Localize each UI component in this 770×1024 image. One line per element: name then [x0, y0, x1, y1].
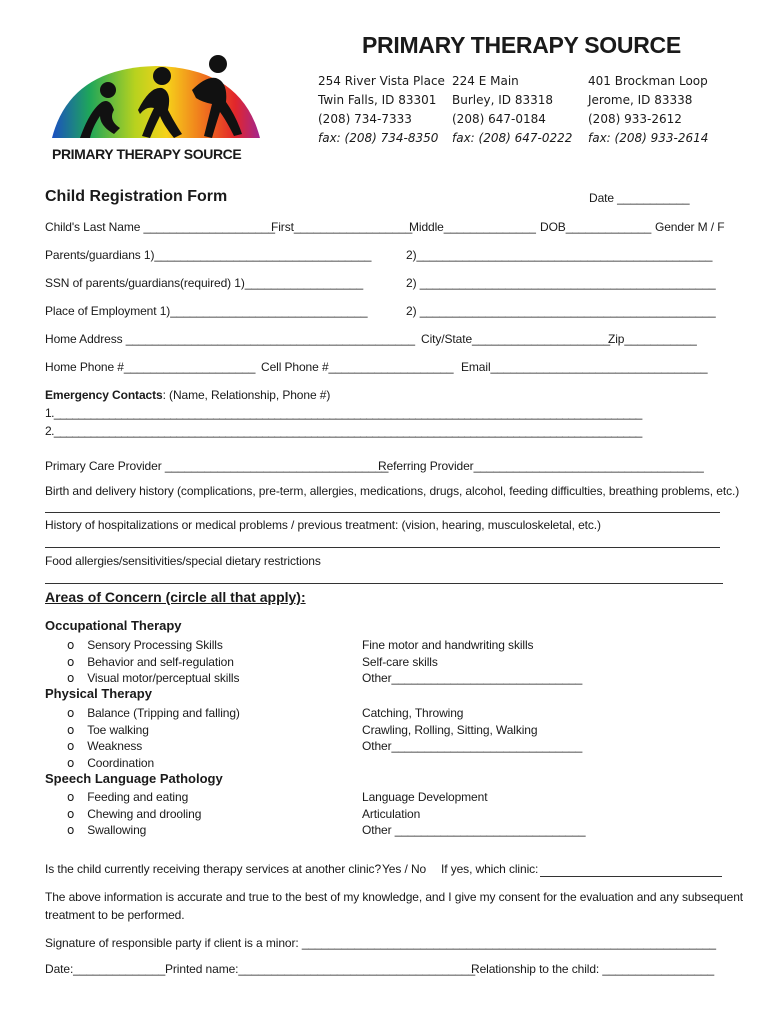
ssn-1-field[interactable]: SSN of parents/guardians(required) 1)__________________ — [45, 276, 364, 290]
gender-field[interactable]: Gender M / F — [655, 220, 725, 234]
referring-provider-field[interactable]: Referring Provider___________________________________ — [378, 459, 704, 473]
list-item[interactable] — [67, 654, 239, 671]
list-item-label: Chewing and drooling — [87, 806, 202, 821]
address-phone: (208) 734-7333 — [318, 112, 412, 126]
address-city: Burley, ID 83318 — [452, 93, 553, 107]
page-title: PRIMARY THERAPY SOURCE — [362, 32, 681, 58]
list-item-label: Sensory Processing Skills — [87, 638, 223, 652]
emergency-contact-2-field[interactable]: 2.________________________________________________________________________________________________ — [45, 424, 642, 438]
parent-2-field[interactable]: 2)_____________________________________________ — [406, 248, 713, 262]
form-title: Child Registration Form — [45, 188, 228, 205]
ot-left-list — [67, 637, 239, 687]
address-street: 254 River Vista Place — [318, 74, 445, 88]
birth-history-line[interactable] — [45, 512, 720, 513]
ot-title: Occupational Therapy — [45, 618, 182, 633]
bullet-icon: o — [67, 722, 75, 737]
bullet-icon: o — [67, 739, 75, 753]
list-item[interactable]: Other_____________________________ — [362, 739, 583, 753]
list-item-label: Feeding and eating — [87, 790, 189, 804]
list-item[interactable] — [67, 670, 239, 687]
employment-1-field[interactable]: Place of Employment 1)______________________________ — [45, 304, 368, 318]
list-item[interactable]: Other _____________________________ — [362, 823, 586, 837]
date-field[interactable]: Date ___________ — [589, 191, 690, 205]
zip-field[interactable]: Zip___________ — [608, 332, 697, 346]
bullet-icon: o — [67, 755, 75, 770]
list-item-label: Swallowing — [87, 823, 147, 837]
list-item[interactable]: Self-care skills — [362, 654, 438, 669]
address-fax: fax: (208) 647-0222 — [452, 131, 573, 145]
bullet-icon: o — [67, 806, 75, 821]
list-item[interactable] — [67, 822, 201, 839]
yes-no-choice[interactable]: Yes / No — [382, 862, 427, 876]
slp-right-list — [362, 789, 585, 839]
location-burley — [452, 72, 572, 148]
list-item[interactable] — [67, 755, 240, 772]
section-divider — [45, 583, 723, 584]
list-item[interactable] — [67, 806, 201, 823]
logo — [50, 50, 262, 170]
bullet-icon: o — [67, 638, 75, 652]
logo-graphic — [50, 50, 262, 150]
which-clinic-line[interactable] — [540, 876, 722, 877]
which-clinic-label: If yes, which clinic: — [441, 862, 539, 876]
food-allergies-label: Food allergies/sensitivities/special dietary restrictions — [45, 554, 321, 568]
address-street: 224 E Main — [452, 74, 519, 88]
bullet-icon: o — [67, 671, 75, 685]
list-item[interactable] — [67, 705, 240, 722]
list-item-label: Toe walking — [87, 722, 149, 737]
list-item-label: Weakness — [87, 739, 143, 753]
address-phone: (208) 933-2612 — [588, 112, 682, 126]
areas-of-concern-title: Areas of Concern (circle all that apply): — [45, 589, 306, 605]
birth-history-label: Birth and delivery history (complications, pre-term, allergies, medications, drugs, alcohol, feeding difficulties, breathing problems, etc.) — [45, 484, 740, 498]
emergency-contact-1-field[interactable]: 1.________________________________________________________________________________________________ — [45, 406, 642, 420]
pt-left-list — [67, 705, 240, 771]
email-field[interactable]: Email_________________________________ — [461, 360, 708, 374]
list-item[interactable]: Language Development — [362, 790, 488, 804]
first-name-field[interactable]: First__________________ — [271, 220, 413, 234]
address-fax: fax: (208) 734-8350 — [318, 131, 439, 145]
home-phone-field[interactable]: Home Phone #____________________ — [45, 360, 256, 374]
employment-2-field[interactable]: 2) _____________________________________________ — [406, 304, 716, 318]
location-twin-falls — [318, 72, 445, 148]
hospitalization-label: History of hospitalizations or medical problems / previous treatment: (vision, hearing, musculoskeletal, etc.) — [45, 518, 601, 532]
list-item[interactable] — [67, 738, 240, 755]
dob-field[interactable]: DOB_____________ — [540, 220, 652, 234]
signature-field[interactable]: Signature of responsible party if client is a minor: _______________________________________________________________ — [45, 936, 716, 950]
bullet-icon: o — [67, 823, 75, 837]
pt-title: Physical Therapy — [45, 686, 152, 701]
relationship-field[interactable]: Relationship to the child: _________________ — [471, 962, 715, 976]
list-item[interactable]: Fine motor and handwriting skills — [362, 638, 534, 652]
list-item[interactable]: Crawling, Rolling, Sitting, Walking — [362, 722, 538, 737]
list-item[interactable]: Catching, Throwing — [362, 706, 464, 720]
printed-name-field[interactable]: Printed name:____________________________________ — [165, 962, 476, 976]
address-city: Twin Falls, ID 83301 — [318, 93, 437, 107]
slp-left-list — [67, 789, 201, 839]
bullet-icon: o — [67, 706, 75, 720]
list-item-label: Visual motor/perceptual skills — [87, 671, 240, 685]
list-item-label: Behavior and self-regulation — [87, 654, 234, 669]
list-item[interactable] — [67, 789, 201, 806]
list-item[interactable] — [67, 722, 240, 739]
consent-line-1: The above information is accurate and true to the best of my knowledge, and I give my consent for the evaluation and any subsequent — [45, 890, 744, 904]
hospitalization-line[interactable] — [45, 547, 720, 548]
address-phone: (208) 647-0184 — [452, 112, 546, 126]
bullet-icon: o — [67, 654, 75, 669]
emergency-contacts-heading — [45, 388, 330, 402]
signature-date-field[interactable]: Date:______________ — [45, 962, 166, 976]
address-street: 401 Brockman Loop — [588, 74, 708, 88]
address-fax: fax: (208) 933-2614 — [588, 131, 709, 145]
emergency-contacts-label: Emergency Contacts — [45, 388, 163, 402]
cell-phone-field[interactable]: Cell Phone #___________________ — [261, 360, 454, 374]
location-jerome — [588, 72, 708, 148]
list-item[interactable]: Other_____________________________ — [362, 671, 583, 685]
other-clinic-question: Is the child currently receiving therapy services at another clinic? — [45, 862, 382, 876]
home-address-field[interactable]: Home Address ____________________________________________ — [45, 332, 415, 346]
parent-1-field[interactable]: Parents/guardians 1)_________________________________ — [45, 248, 372, 262]
middle-name-field[interactable]: Middle______________ — [409, 220, 536, 234]
list-item[interactable] — [67, 637, 239, 654]
primary-care-field[interactable]: Primary Care Provider __________________________________ — [45, 459, 389, 473]
address-city: Jerome, ID 83338 — [588, 93, 693, 107]
consent-line-2: treatment to be performed. — [45, 908, 185, 922]
slp-title: Speech Language Pathology — [45, 771, 223, 786]
bullet-icon: o — [67, 790, 75, 804]
city-state-field[interactable]: City/State_____________________ — [421, 332, 611, 346]
logo-text: PRIMARY THERAPY SOURCE — [52, 146, 242, 162]
ssn-2-field[interactable]: 2) _____________________________________________ — [406, 276, 716, 290]
pt-right-list — [362, 705, 582, 755]
emergency-contacts-hint: : (Name, Relationship, Phone #) — [162, 388, 331, 402]
list-item[interactable]: Articulation — [362, 806, 421, 821]
list-item-label: Balance (Tripping and falling) — [87, 706, 240, 720]
child-last-name-field[interactable]: Child's Last Name ____________________ — [45, 220, 276, 234]
list-item-label: Coordination — [87, 755, 155, 770]
ot-right-list — [362, 637, 582, 687]
